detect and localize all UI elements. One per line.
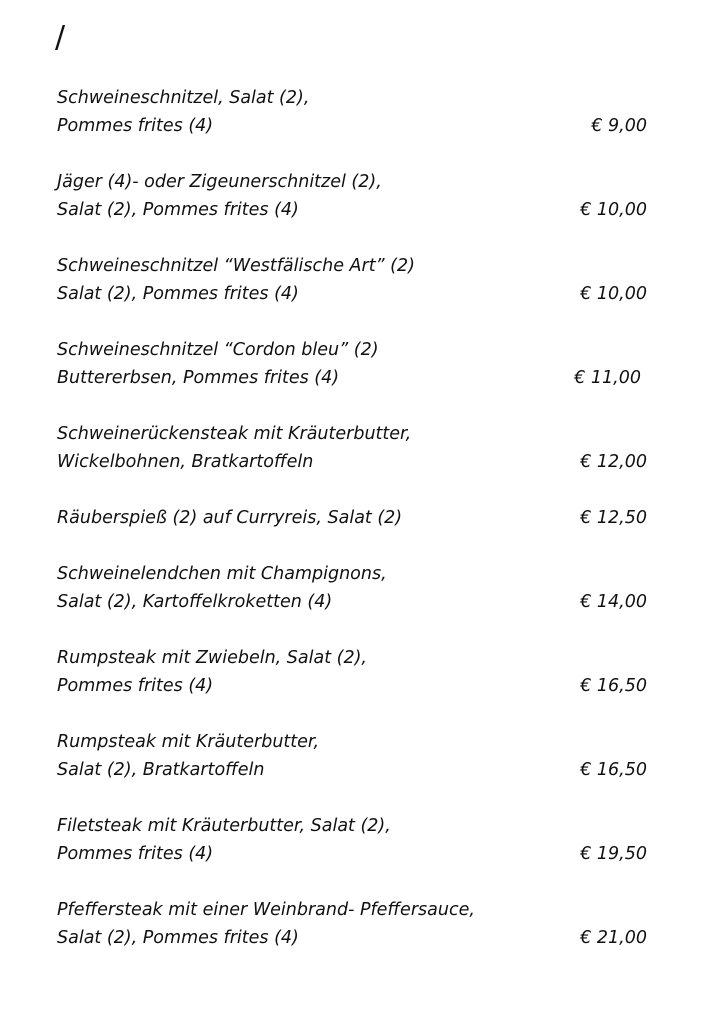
dish-price: € 19,50 bbox=[580, 844, 647, 864]
menu-item bbox=[57, 84, 657, 140]
menu-item bbox=[57, 644, 657, 700]
dish-price: € 11,00 bbox=[574, 368, 641, 388]
dish-description-line: Wickelbohnen, Bratkartoffeln bbox=[57, 452, 314, 472]
menu-item bbox=[57, 560, 657, 616]
dish-price: € 16,50 bbox=[580, 760, 647, 780]
menu-list bbox=[57, 84, 657, 980]
dish-description-line: Schweineschnitzel “Cordon bleu” (2) bbox=[57, 340, 379, 360]
dish-price: € 12,50 bbox=[580, 508, 647, 528]
dish-description-line: Rumpsteak mit Zwiebeln, Salat (2), bbox=[57, 648, 367, 668]
dish-price: € 14,00 bbox=[580, 592, 647, 612]
dish-description-line: Räuberspieß (2) auf Curryreis, Salat (2) bbox=[57, 508, 403, 528]
dish-price: € 10,00 bbox=[580, 200, 647, 220]
dish-description-line: Pfeffersteak mit einer Weinbrand- Pfeffersauce, bbox=[57, 900, 475, 920]
dish-description-line: Pommes frites (4) bbox=[57, 676, 214, 696]
menu-item bbox=[57, 420, 657, 476]
dish-description-line: Salat (2), Bratkartoffeln bbox=[57, 760, 265, 780]
dish-description-line: Pommes frites (4) bbox=[57, 844, 214, 864]
menu-item bbox=[57, 252, 657, 308]
dish-description-line: Jäger (4)- oder Zigeunerschnitzel (2), bbox=[57, 172, 382, 192]
menu-item bbox=[57, 168, 657, 224]
menu-item bbox=[57, 812, 657, 868]
dish-description-line: Buttererbsen, Pommes frites (4) bbox=[57, 368, 340, 388]
menu-item bbox=[57, 504, 657, 532]
menu-item bbox=[57, 336, 657, 392]
dish-description-line: Pommes frites (4) bbox=[57, 116, 214, 136]
dish-price: € 16,50 bbox=[580, 676, 647, 696]
dish-description-line: Schweineschnitzel, Salat (2), bbox=[57, 88, 310, 108]
menu-item bbox=[57, 896, 657, 952]
page-mark: / bbox=[55, 20, 66, 55]
dish-description-line: Schweinerückensteak mit Kräuterbutter, bbox=[57, 424, 412, 444]
dish-price: € 9,00 bbox=[591, 116, 647, 136]
dish-description-line: Schweineschnitzel “Westfälische Art” (2) bbox=[57, 256, 415, 276]
dish-description-line: Salat (2), Pommes frites (4) bbox=[57, 928, 299, 948]
dish-description-line: Salat (2), Pommes frites (4) bbox=[57, 284, 299, 304]
dish-price: € 12,00 bbox=[580, 452, 647, 472]
dish-price: € 10,00 bbox=[580, 284, 647, 304]
dish-description-line: Rumpsteak mit Kräuterbutter, bbox=[57, 732, 320, 752]
dish-description-line: Schweinelendchen mit Champignons, bbox=[57, 564, 387, 584]
dish-description-line: Salat (2), Pommes frites (4) bbox=[57, 200, 299, 220]
dish-price: € 21,00 bbox=[580, 928, 647, 948]
dish-description-line: Salat (2), Kartoffelkroketten (4) bbox=[57, 592, 333, 612]
menu-item bbox=[57, 728, 657, 784]
dish-description-line: Filetsteak mit Kräuterbutter, Salat (2), bbox=[57, 816, 391, 836]
